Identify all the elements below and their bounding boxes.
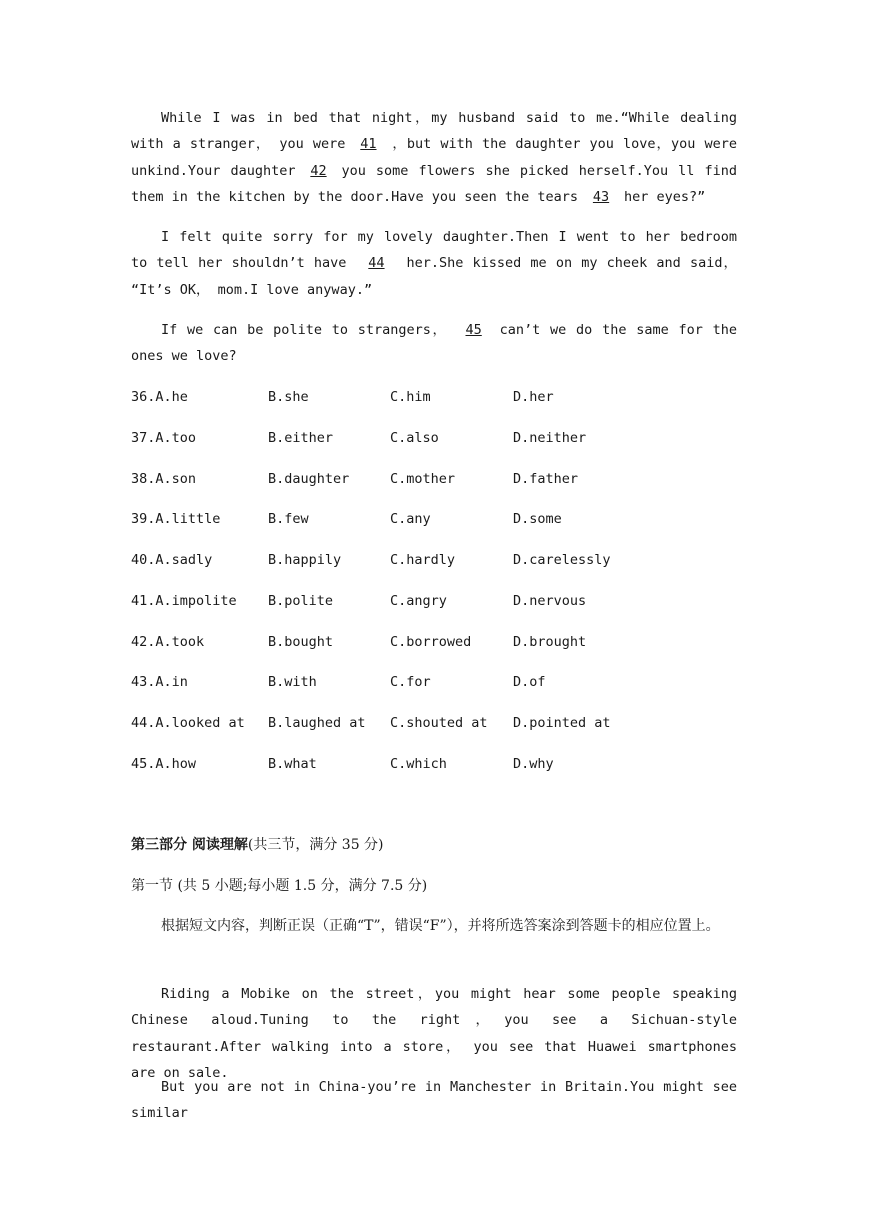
option-b: B.bought: [268, 634, 334, 650]
option-d: D.brought: [513, 634, 587, 650]
option-a: 44.A.looked at: [131, 715, 245, 731]
option-a: 41.A.impolite: [131, 593, 237, 609]
option-a: 40.A.sadly: [131, 552, 213, 568]
option-c: C.mother: [390, 471, 456, 487]
option-row-36: [131, 387, 737, 407]
blank-41: 41: [360, 136, 377, 153]
instruction-paragraph: 根据短文内容，判断正误（正确“T”，错误“F”），并将所选答案涂到答题卡的相应位置上。: [161, 918, 720, 934]
option-b: B.with: [268, 674, 317, 690]
paragraph-text: can’t we do the same for the ones we love?: [131, 322, 737, 365]
option-c: C.for: [390, 674, 431, 690]
option-c: C.him: [390, 389, 431, 405]
option-a: 37.A.too: [131, 430, 197, 446]
option-b: B.either: [268, 430, 334, 446]
blank-42: 42: [310, 162, 327, 179]
option-d: D.father: [513, 471, 579, 487]
option-b: B.happily: [268, 552, 342, 568]
option-d: D.carelessly: [513, 552, 611, 568]
section-title: 第三部分 阅读理解: [131, 837, 248, 853]
option-row-41: [131, 591, 737, 611]
option-a: 38.A.son: [131, 471, 197, 487]
option-b: B.polite: [268, 593, 334, 609]
paragraph-text: While I was in bed that night，my husband said to me.“While dealing with a stranger， you were: [131, 110, 737, 153]
paragraph-text: her.She kissed me on my cheek and said， “It’s OK， mom.I love anyway.”: [131, 255, 737, 298]
passage-paragraph-2: [131, 224, 737, 303]
paragraph-text: I felt quite sorry for my lovely daughter.Then I went to her bedroom to tell her shouldn’t have: [131, 229, 737, 272]
option-row-44: [131, 713, 737, 733]
option-a: 43.A.in: [131, 674, 188, 690]
option-c: C.shouted at: [390, 715, 488, 731]
reading-paragraph-1: Riding a Mobike on the street，you might hear some people speaking Chinese aloud.Tuning to the right，you see a Sichuan-style restaurant.After walking into a store， you see that Huawei smartphones are on sale.: [131, 986, 737, 1081]
reading-paragraph-2: But you are not in China-you’re in Manchester in Britain.You might see similar: [131, 1079, 737, 1122]
option-b: B.daughter: [268, 471, 350, 487]
paragraph-text: ，but with the daughter you love，you were unkind.Your daughter: [131, 136, 737, 179]
option-c: C.also: [390, 430, 439, 446]
option-row-38: [131, 469, 737, 489]
passage-paragraph-3: [131, 317, 737, 370]
blank-44: 44: [368, 255, 385, 272]
blank-43: 43: [592, 188, 610, 205]
option-d: D.why: [513, 756, 554, 772]
option-a: 45.A.how: [131, 756, 197, 772]
option-row-39: [131, 509, 737, 529]
option-row-45: [131, 754, 737, 774]
option-c: C.any: [390, 511, 431, 527]
option-c: C.hardly: [390, 552, 456, 568]
blank-45: 45: [465, 322, 482, 338]
option-d: D.of: [513, 674, 546, 690]
paragraph-text: If we can be polite to strangers，: [161, 322, 448, 338]
option-b: B.she: [268, 389, 309, 405]
passage-paragraph-1: [131, 105, 737, 210]
section-points: (共三节，满分 35 分): [247, 837, 384, 853]
option-b: B.what: [268, 756, 317, 772]
option-d: D.some: [513, 511, 562, 527]
section-heading: [131, 835, 384, 855]
option-b: B.laughed at: [268, 715, 366, 731]
paragraph-text: her eyes?”: [624, 188, 706, 205]
paragraph-text: you some flowers she picked herself.You ll find them in the kitchen by the door.Have you seen the tears: [131, 162, 737, 205]
option-a: 42.A.took: [131, 634, 205, 650]
option-c: C.angry: [390, 593, 447, 609]
option-row-37: [131, 428, 737, 448]
option-d: D.neither: [513, 430, 587, 446]
option-a: 39.A.little: [131, 511, 221, 527]
option-b: B.few: [268, 511, 309, 527]
option-d: D.her: [513, 389, 554, 405]
option-c: C.which: [390, 756, 447, 772]
option-row-40: [131, 550, 737, 570]
option-d: D.nervous: [513, 593, 587, 609]
option-a: 36.A.he: [131, 389, 188, 405]
option-d: D.pointed at: [513, 715, 611, 731]
option-row-42: [131, 632, 737, 652]
option-c: C.borrowed: [390, 634, 472, 650]
option-row-43: [131, 672, 737, 692]
subsection-heading: 第一节 (共 5 小题;每小题 1.5 分，满分 7.5 分): [131, 878, 428, 894]
